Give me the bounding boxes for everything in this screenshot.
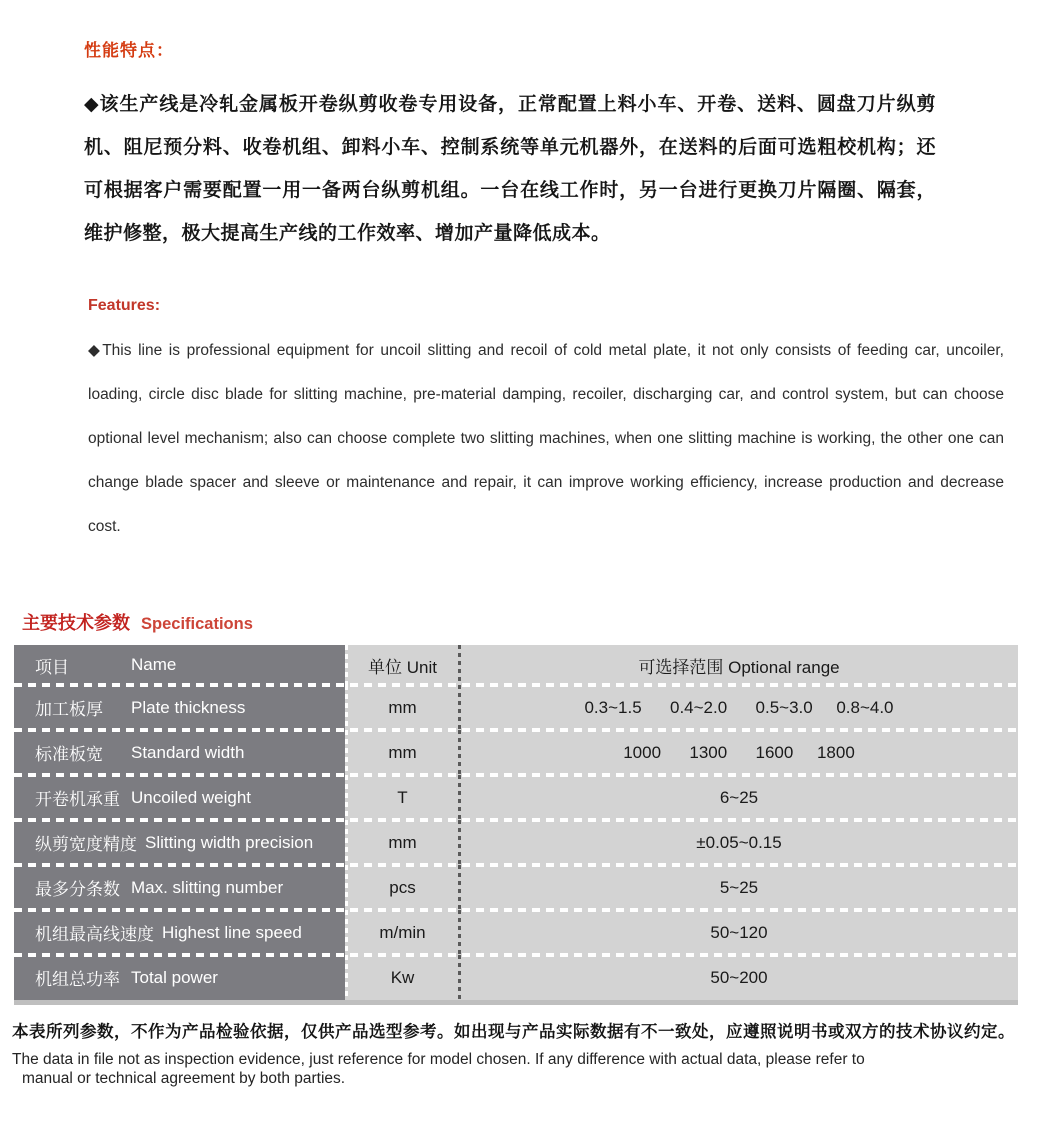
row-name-cell: [14, 865, 345, 910]
header-unit-cell: 单位 Unit: [345, 645, 460, 685]
row-unit-cell: mm: [345, 730, 460, 775]
catalog-page: [0, 36, 1044, 1145]
row-unit-cell: T: [345, 775, 460, 820]
row-unit-cell: Kw: [345, 955, 460, 1000]
table-row: [14, 730, 1018, 775]
row-name-cell: [14, 820, 345, 865]
disclaimer-footer: [12, 1018, 1032, 1088]
specifications-title: [22, 609, 1044, 635]
table-row: [14, 955, 1018, 1000]
row-name-en: Uncoiled weight: [131, 787, 252, 807]
table-row: [14, 685, 1018, 730]
row-name-cell: [14, 730, 345, 775]
row-range-cell: 50~120: [460, 910, 1018, 955]
row-name-cell: [14, 955, 345, 1000]
row-name-cell: [14, 775, 345, 820]
features-body: ◆This line is professional equipment for uncoil slitting and recoil of cold metal plate, it not only consists of feeding car, uncoiler, loading, circle disc blade for slitting machine, pre-material damping, recoiler, discharging car, and control system, but can choose optional level mechanism; also can choose complete two slitting machines, when one slitting machine is working, the other one can change blade spacer and sleeve or maintenance and repair, it can improve working efficiency, increase production and decrease cost.: [88, 342, 1004, 535]
row-name-en: Max. slitting number: [131, 877, 284, 897]
specifications-title-en: Specifications: [141, 615, 253, 633]
row-range-cell: 0.3~1.5 0.4~2.0 0.5~3.0 0.8~4.0: [460, 685, 1018, 730]
row-name-cn: 机组最高线速度: [35, 925, 154, 944]
specifications-title-cn: 主要技术参数: [22, 613, 130, 633]
specifications-table: [14, 645, 1018, 1005]
table-header-row: [14, 645, 1018, 685]
table-row: [14, 820, 1018, 865]
row-name-cn: 最多分条数: [35, 880, 120, 899]
row-name-cell: [14, 910, 345, 955]
features-section: [88, 297, 1004, 549]
row-unit-cell: mm: [345, 820, 460, 865]
table-row: [14, 910, 1018, 955]
features-heading: Features:: [88, 297, 161, 314]
header-name-cell: [14, 645, 345, 685]
row-name-cn: 纵剪宽度精度: [35, 835, 137, 854]
row-name-cn: 机组总功率: [35, 970, 120, 989]
disclaimer-cn: 本表所列参数，不作为产品检验依据，仅供产品选型参考。如出现与产品实际数据有不一致处，应遵照说明书或双方的技术协议约定。: [12, 1023, 1015, 1041]
row-name-en: Standard width: [131, 742, 245, 762]
row-name-cn: 加工板厚: [35, 700, 103, 719]
specifications-section: [0, 609, 1044, 1005]
row-range-cell: 6~25: [460, 775, 1018, 820]
row-unit-cell: mm: [345, 685, 460, 730]
row-unit-cell: pcs: [345, 865, 460, 910]
performance-section: [84, 36, 936, 255]
row-unit-cell: m/min: [345, 910, 460, 955]
row-range-cell: 50~200: [460, 955, 1018, 1000]
row-name-en: Plate thickness: [131, 697, 246, 717]
disclaimer-en-line1: The data in file not as inspection evidence, just reference for model chosen. If any difference with actual data, please refer to: [12, 1051, 865, 1068]
disclaimer-en-line2: manual or technical agreement by both parties.: [22, 1070, 346, 1087]
performance-body: ◆该生产线是冷轧金属板开卷纵剪收卷专用设备，正常配置上料小车、开卷、送料、圆盘刀片纵剪机、阻尼预分料、收卷机组、卸料小车、控制系统等单元机器外，在送料的后面可选粗校机构；还可根据客户需要配置一用一备两台纵剪机组。一台在线工作时，另一台进行更换刀片隔圈、隔套，维护修整，极大提高生产线的工作效率、增加产量降低成本。: [84, 94, 936, 244]
row-name-cn: 标准板宽: [35, 745, 103, 764]
table-row: [14, 775, 1018, 820]
row-range-cell: 5~25: [460, 865, 1018, 910]
table-body: [14, 685, 1018, 1000]
performance-heading: 性能特点：: [84, 41, 174, 60]
row-name-cn: 开卷机承重: [35, 790, 120, 809]
header-name-cn: 项目: [35, 657, 69, 677]
header-name-en: Name: [131, 655, 177, 674]
row-name-cell: [14, 685, 345, 730]
row-name-en: Total power: [131, 967, 218, 987]
row-range-cell: 1000 1300 1600 1800: [460, 730, 1018, 775]
row-name-en: Slitting width precision: [145, 832, 314, 852]
table-row: [14, 865, 1018, 910]
row-range-cell: ±0.05~0.15: [460, 820, 1018, 865]
header-range-cell: 可选择范围 Optional range: [460, 645, 1018, 685]
row-name-en: Highest line speed: [162, 922, 302, 942]
